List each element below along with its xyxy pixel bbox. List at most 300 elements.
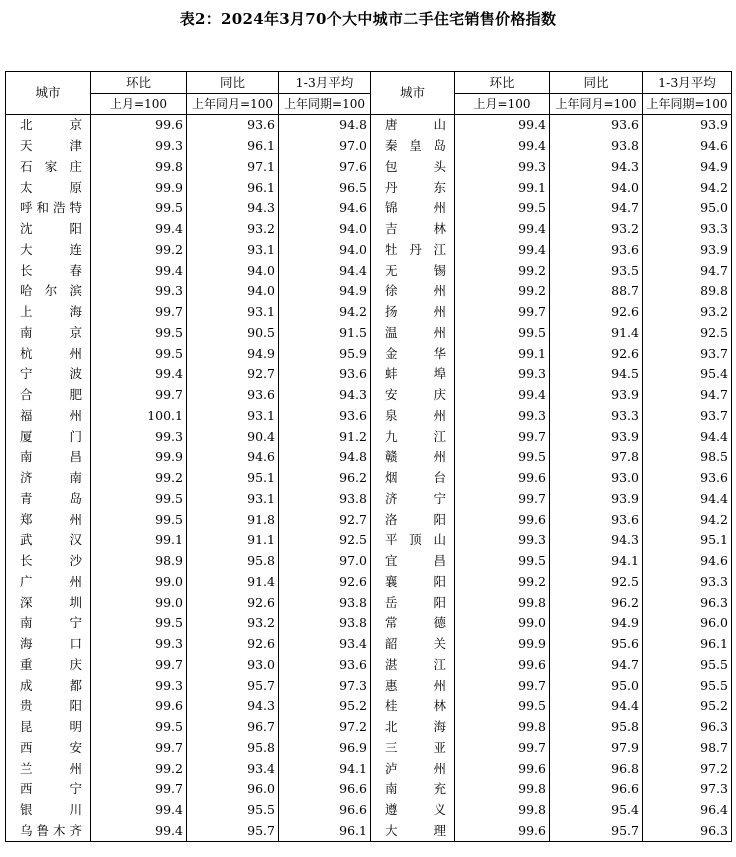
left-mom-value: 99.3: [91, 426, 187, 447]
left-avg-value: 97.6: [279, 157, 371, 178]
right-city-name: 九江: [371, 426, 455, 447]
left-mom-value: 99.6: [91, 696, 187, 717]
right-city-name: 徐州: [371, 281, 455, 302]
right-yoy-value: 92.6: [550, 343, 643, 364]
left-avg-value: 96.6: [279, 779, 371, 800]
right-yoy-value: 95.4: [550, 800, 643, 821]
table-body: [6, 115, 732, 842]
left-mom-value: 99.5: [91, 198, 187, 219]
left-mom-value: 99.6: [91, 115, 187, 136]
left-avg-value: 92.6: [279, 572, 371, 593]
right-mom-value: 99.4: [455, 136, 550, 157]
table-row: [6, 323, 732, 344]
right-avg-value: 95.4: [643, 364, 732, 385]
left-city-name: 厦门: [6, 426, 91, 447]
left-yoy-value: 93.1: [187, 489, 279, 510]
right-city-name: 济宁: [371, 489, 455, 510]
right-city-name: 南充: [371, 779, 455, 800]
right-yoy-value: 95.8: [550, 717, 643, 738]
right-city-name: 牡丹江: [371, 240, 455, 261]
left-avg-value: 94.1: [279, 758, 371, 779]
right-yoy-value: 94.1: [550, 551, 643, 572]
right-yoy-value: 95.0: [550, 675, 643, 696]
table-row: [6, 157, 732, 178]
left-city-name: 大连: [6, 240, 91, 261]
left-mom-value: 99.5: [91, 343, 187, 364]
table-row: [6, 738, 732, 759]
left-mom-value: 99.3: [91, 634, 187, 655]
right-avg-value: 96.0: [643, 613, 732, 634]
left-avg-value: 94.0: [279, 219, 371, 240]
header-mom-right: 环比: [455, 72, 550, 94]
left-city-name: 太原: [6, 177, 91, 198]
left-avg-value: 94.2: [279, 302, 371, 323]
right-city-name: 洛阳: [371, 509, 455, 530]
table-row: [6, 675, 732, 696]
left-yoy-value: 93.2: [187, 613, 279, 634]
left-avg-value: 93.6: [279, 364, 371, 385]
left-yoy-value: 95.7: [187, 821, 279, 842]
left-avg-value: 94.8: [279, 447, 371, 468]
right-city-name: 烟台: [371, 468, 455, 489]
right-mom-value: 99.8: [455, 800, 550, 821]
left-mom-value: 99.8: [91, 157, 187, 178]
left-yoy-value: 94.6: [187, 447, 279, 468]
table-row: [6, 240, 732, 261]
right-yoy-value: 93.2: [550, 219, 643, 240]
right-city-name: 赣州: [371, 447, 455, 468]
left-yoy-value: 94.9: [187, 343, 279, 364]
left-mom-value: 99.0: [91, 592, 187, 613]
right-city-name: 湛江: [371, 655, 455, 676]
right-yoy-value: 93.6: [550, 115, 643, 136]
right-mom-value: 99.2: [455, 572, 550, 593]
table-row: [6, 364, 732, 385]
left-yoy-value: 96.1: [187, 177, 279, 198]
right-yoy-value: 88.7: [550, 281, 643, 302]
right-avg-value: 94.6: [643, 551, 732, 572]
left-city-name: 成都: [6, 675, 91, 696]
right-avg-value: 93.3: [643, 219, 732, 240]
left-mom-value: 99.9: [91, 447, 187, 468]
left-yoy-value: 91.4: [187, 572, 279, 593]
right-avg-value: 93.9: [643, 115, 732, 136]
left-mom-value: 99.0: [91, 572, 187, 593]
left-avg-value: 97.3: [279, 675, 371, 696]
left-avg-value: 95.2: [279, 696, 371, 717]
right-city-name: 韶关: [371, 634, 455, 655]
right-avg-value: 95.0: [643, 198, 732, 219]
right-yoy-value: 94.0: [550, 177, 643, 198]
right-city-name: 岳阳: [371, 592, 455, 613]
right-mom-value: 99.7: [455, 675, 550, 696]
left-avg-value: 96.2: [279, 468, 371, 489]
left-city-name: 南昌: [6, 447, 91, 468]
right-avg-value: 97.2: [643, 758, 732, 779]
left-yoy-value: 95.8: [187, 738, 279, 759]
right-mom-value: 99.5: [455, 198, 550, 219]
table-row: [6, 655, 732, 676]
right-avg-value: 98.5: [643, 447, 732, 468]
left-city-name: 天津: [6, 136, 91, 157]
left-yoy-value: 93.6: [187, 115, 279, 136]
right-yoy-value: 95.7: [550, 821, 643, 842]
right-mom-value: 99.7: [455, 738, 550, 759]
left-yoy-value: 91.1: [187, 530, 279, 551]
left-city-name: 北京: [6, 115, 91, 136]
right-city-name: 泸州: [371, 758, 455, 779]
right-city-name: 平顶山: [371, 530, 455, 551]
right-mom-value: 99.1: [455, 177, 550, 198]
left-avg-value: 94.4: [279, 260, 371, 281]
right-yoy-value: 94.7: [550, 655, 643, 676]
table-row: [6, 447, 732, 468]
left-city-name: 西宁: [6, 779, 91, 800]
left-mom-value: 99.4: [91, 260, 187, 281]
header-yoy-left: 同比: [187, 72, 279, 94]
right-mom-value: 99.5: [455, 323, 550, 344]
right-avg-value: 96.3: [643, 821, 732, 842]
left-yoy-value: 95.1: [187, 468, 279, 489]
table-row: [6, 758, 732, 779]
right-city-name: 唐山: [371, 115, 455, 136]
left-mom-value: 99.7: [91, 385, 187, 406]
left-city-name: 上海: [6, 302, 91, 323]
table-row: [6, 551, 732, 572]
right-mom-value: 99.6: [455, 509, 550, 530]
table-header: [6, 72, 732, 115]
right-avg-value: 93.2: [643, 302, 732, 323]
right-city-name: 泉州: [371, 406, 455, 427]
left-city-name: 银川: [6, 800, 91, 821]
left-avg-value: 93.8: [279, 489, 371, 510]
right-yoy-value: 94.5: [550, 364, 643, 385]
right-mom-value: 99.1: [455, 343, 550, 364]
right-avg-value: 93.6: [643, 468, 732, 489]
left-yoy-value: 93.0: [187, 655, 279, 676]
left-city-name: 合肥: [6, 385, 91, 406]
table-row: [6, 592, 732, 613]
right-city-name: 蚌埠: [371, 364, 455, 385]
right-city-name: 无锡: [371, 260, 455, 281]
table-row: [6, 509, 732, 530]
right-yoy-value: 93.6: [550, 240, 643, 261]
right-avg-value: 89.8: [643, 281, 732, 302]
right-yoy-value: 94.7: [550, 198, 643, 219]
left-mom-value: 99.5: [91, 717, 187, 738]
header-avg-left: 1-3月平均: [279, 72, 371, 94]
right-mom-value: 99.7: [455, 302, 550, 323]
table-row: [6, 219, 732, 240]
right-avg-value: 96.1: [643, 634, 732, 655]
left-mom-value: 99.1: [91, 530, 187, 551]
table-row: [6, 572, 732, 593]
right-mom-value: 99.8: [455, 779, 550, 800]
left-yoy-value: 93.1: [187, 240, 279, 261]
right-avg-value: 98.7: [643, 738, 732, 759]
left-mom-value: 99.7: [91, 738, 187, 759]
left-yoy-value: 91.8: [187, 509, 279, 530]
right-yoy-value: 92.5: [550, 572, 643, 593]
right-mom-value: 99.6: [455, 821, 550, 842]
left-yoy-value: 94.3: [187, 696, 279, 717]
left-city-name: 海口: [6, 634, 91, 655]
left-mom-value: 99.3: [91, 136, 187, 157]
left-yoy-value: 92.6: [187, 592, 279, 613]
left-avg-value: 93.6: [279, 655, 371, 676]
right-mom-value: 99.3: [455, 157, 550, 178]
left-city-name: 宁波: [6, 364, 91, 385]
right-mom-value: 99.7: [455, 426, 550, 447]
left-city-name: 长春: [6, 260, 91, 281]
right-yoy-value: 93.8: [550, 136, 643, 157]
left-avg-value: 92.7: [279, 509, 371, 530]
table-row: [6, 385, 732, 406]
right-mom-value: 99.4: [455, 240, 550, 261]
table-row: [6, 177, 732, 198]
right-city-name: 常德: [371, 613, 455, 634]
right-yoy-value: 93.3: [550, 406, 643, 427]
left-yoy-value: 95.7: [187, 675, 279, 696]
left-avg-value: 94.3: [279, 385, 371, 406]
right-mom-value: 99.5: [455, 696, 550, 717]
right-city-name: 惠州: [371, 675, 455, 696]
left-city-name: 昆明: [6, 717, 91, 738]
right-mom-value: 99.7: [455, 489, 550, 510]
right-yoy-value: 97.9: [550, 738, 643, 759]
left-mom-value: 99.4: [91, 800, 187, 821]
left-yoy-value: 94.0: [187, 260, 279, 281]
left-city-name: 重庆: [6, 655, 91, 676]
right-avg-value: 95.5: [643, 655, 732, 676]
right-avg-value: 93.3: [643, 572, 732, 593]
right-city-name: 三亚: [371, 738, 455, 759]
right-yoy-value: 96.8: [550, 758, 643, 779]
table-row: [6, 634, 732, 655]
left-avg-value: 97.2: [279, 717, 371, 738]
left-mom-value: 99.5: [91, 323, 187, 344]
right-mom-value: 99.8: [455, 592, 550, 613]
table-row: [6, 343, 732, 364]
right-yoy-value: 97.8: [550, 447, 643, 468]
table-row: [6, 406, 732, 427]
right-avg-value: 94.4: [643, 426, 732, 447]
left-city-name: 武汉: [6, 530, 91, 551]
right-yoy-value: 95.6: [550, 634, 643, 655]
table-row: [6, 696, 732, 717]
right-city-name: 金华: [371, 343, 455, 364]
right-yoy-value: 93.5: [550, 260, 643, 281]
left-mom-value: 99.2: [91, 758, 187, 779]
left-mom-value: 99.7: [91, 779, 187, 800]
left-yoy-value: 96.7: [187, 717, 279, 738]
header-city-right: 城市: [371, 72, 455, 115]
left-mom-value: 100.1: [91, 406, 187, 427]
table-row: [6, 468, 732, 489]
left-city-name: 石家庄: [6, 157, 91, 178]
right-city-name: 北海: [371, 717, 455, 738]
left-avg-value: 96.1: [279, 821, 371, 842]
left-yoy-value: 94.3: [187, 198, 279, 219]
header-yoy-base-right: 上年同月=100: [550, 94, 643, 115]
left-mom-value: 99.9: [91, 177, 187, 198]
header-mom-base-right: 上月=100: [455, 94, 550, 115]
right-avg-value: 94.6: [643, 136, 732, 157]
header-avg-base-right: 上年同期=100: [643, 94, 732, 115]
right-yoy-value: 91.4: [550, 323, 643, 344]
right-yoy-value: 96.6: [550, 779, 643, 800]
header-yoy-base-left: 上年同月=100: [187, 94, 279, 115]
left-mom-value: 99.5: [91, 489, 187, 510]
right-mom-value: 99.6: [455, 758, 550, 779]
left-city-name: 福州: [6, 406, 91, 427]
header-mom-left: 环比: [91, 72, 187, 94]
left-yoy-value: 94.0: [187, 281, 279, 302]
table-row: [6, 779, 732, 800]
right-avg-value: 97.3: [643, 779, 732, 800]
left-avg-value: 96.9: [279, 738, 371, 759]
table-title: 表2：2024年3月70个大中城市二手住宅销售价格指数: [179, 10, 557, 28]
left-avg-value: 95.9: [279, 343, 371, 364]
left-city-name: 青岛: [6, 489, 91, 510]
right-avg-value: 94.2: [643, 509, 732, 530]
left-mom-value: 99.7: [91, 302, 187, 323]
left-city-name: 南京: [6, 323, 91, 344]
left-yoy-value: 96.0: [187, 779, 279, 800]
right-mom-value: 99.9: [455, 634, 550, 655]
table-row: [6, 613, 732, 634]
left-avg-value: 97.0: [279, 551, 371, 572]
left-city-name: 沈阳: [6, 219, 91, 240]
header-avg-right: 1-3月平均: [643, 72, 732, 94]
left-avg-value: 92.5: [279, 530, 371, 551]
left-city-name: 乌鲁木齐: [6, 821, 91, 842]
right-avg-value: 96.3: [643, 717, 732, 738]
left-avg-value: 93.4: [279, 634, 371, 655]
right-city-name: 遵义: [371, 800, 455, 821]
left-yoy-value: 90.5: [187, 323, 279, 344]
right-avg-value: 94.4: [643, 489, 732, 510]
left-mom-value: 99.2: [91, 240, 187, 261]
left-city-name: 兰州: [6, 758, 91, 779]
right-yoy-value: 93.9: [550, 385, 643, 406]
table-row: [6, 530, 732, 551]
left-avg-value: 93.8: [279, 592, 371, 613]
table-row: [6, 136, 732, 157]
right-yoy-value: 93.9: [550, 489, 643, 510]
right-mom-value: 99.3: [455, 364, 550, 385]
right-city-name: 扬州: [371, 302, 455, 323]
right-yoy-value: 93.6: [550, 509, 643, 530]
right-mom-value: 99.2: [455, 281, 550, 302]
left-mom-value: 99.4: [91, 219, 187, 240]
left-mom-value: 98.9: [91, 551, 187, 572]
right-mom-value: 99.4: [455, 385, 550, 406]
right-city-name: 秦皇岛: [371, 136, 455, 157]
left-mom-value: 99.4: [91, 821, 187, 842]
left-avg-value: 97.0: [279, 136, 371, 157]
left-mom-value: 99.3: [91, 281, 187, 302]
table-row: [6, 821, 732, 842]
left-yoy-value: 95.8: [187, 551, 279, 572]
right-city-name: 襄阳: [371, 572, 455, 593]
left-yoy-value: 93.1: [187, 302, 279, 323]
right-avg-value: 95.2: [643, 696, 732, 717]
right-mom-value: 99.0: [455, 613, 550, 634]
table-row: [6, 426, 732, 447]
right-yoy-value: 94.4: [550, 696, 643, 717]
right-mom-value: 99.2: [455, 260, 550, 281]
right-yoy-value: 92.6: [550, 302, 643, 323]
price-index-table: [5, 71, 732, 842]
right-yoy-value: 94.9: [550, 613, 643, 634]
left-yoy-value: 90.4: [187, 426, 279, 447]
left-avg-value: 94.6: [279, 198, 371, 219]
left-mom-value: 99.2: [91, 468, 187, 489]
right-yoy-value: 93.9: [550, 426, 643, 447]
right-mom-value: 99.4: [455, 219, 550, 240]
left-avg-value: 94.8: [279, 115, 371, 136]
right-avg-value: 95.1: [643, 530, 732, 551]
right-yoy-value: 94.3: [550, 157, 643, 178]
left-avg-value: 96.5: [279, 177, 371, 198]
right-avg-value: 92.5: [643, 323, 732, 344]
left-yoy-value: 95.5: [187, 800, 279, 821]
right-avg-value: 96.3: [643, 592, 732, 613]
right-city-name: 大理: [371, 821, 455, 842]
right-mom-value: 99.5: [455, 551, 550, 572]
right-avg-value: 93.9: [643, 240, 732, 261]
right-city-name: 丹东: [371, 177, 455, 198]
left-city-name: 郑州: [6, 509, 91, 530]
right-city-name: 锦州: [371, 198, 455, 219]
header-yoy-right: 同比: [550, 72, 643, 94]
left-mom-value: 99.5: [91, 613, 187, 634]
right-mom-value: 99.6: [455, 655, 550, 676]
right-yoy-value: 93.0: [550, 468, 643, 489]
left-avg-value: 91.5: [279, 323, 371, 344]
left-city-name: 济南: [6, 468, 91, 489]
right-city-name: 宜昌: [371, 551, 455, 572]
left-avg-value: 93.8: [279, 613, 371, 634]
left-city-name: 哈尔滨: [6, 281, 91, 302]
left-mom-value: 99.3: [91, 675, 187, 696]
right-avg-value: 93.7: [643, 343, 732, 364]
table-row: [6, 302, 732, 323]
left-city-name: 深圳: [6, 592, 91, 613]
left-avg-value: 96.6: [279, 800, 371, 821]
right-mom-value: 99.5: [455, 447, 550, 468]
right-avg-value: 93.7: [643, 406, 732, 427]
left-city-name: 呼和浩特: [6, 198, 91, 219]
left-yoy-value: 93.1: [187, 406, 279, 427]
left-mom-value: 99.7: [91, 655, 187, 676]
right-mom-value: 99.3: [455, 406, 550, 427]
right-avg-value: 95.5: [643, 675, 732, 696]
header-mom-base-left: 上月=100: [91, 94, 187, 115]
right-avg-value: 94.9: [643, 157, 732, 178]
left-city-name: 西安: [6, 738, 91, 759]
left-city-name: 杭州: [6, 343, 91, 364]
left-city-name: 南宁: [6, 613, 91, 634]
right-city-name: 安庆: [371, 385, 455, 406]
right-mom-value: 99.6: [455, 468, 550, 489]
left-yoy-value: 93.2: [187, 219, 279, 240]
right-mom-value: 99.3: [455, 530, 550, 551]
right-city-name: 温州: [371, 323, 455, 344]
left-yoy-value: 97.1: [187, 157, 279, 178]
left-city-name: 长沙: [6, 551, 91, 572]
